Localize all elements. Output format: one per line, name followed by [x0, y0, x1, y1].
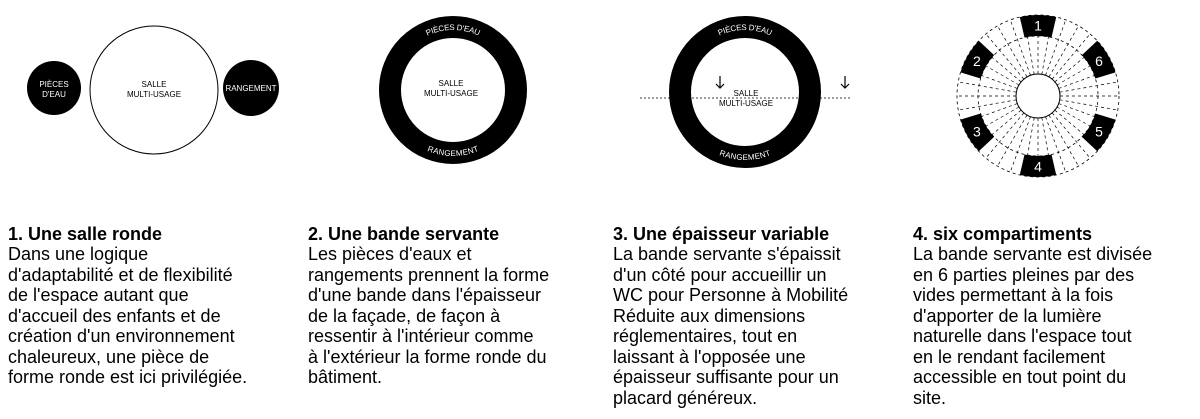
room-label-1: SALLE: [733, 89, 759, 98]
panel-1-text: [8, 224, 308, 388]
panel-1-line: chaleureux, une pièce de: [8, 346, 210, 367]
panel-3-line: Réduite aux dimensions: [613, 305, 806, 326]
panel-3-text: [613, 224, 913, 408]
panel-2-title: 2. Une bande servante: [308, 224, 500, 244]
panel-1-line: d'accueil des enfants et de: [8, 305, 221, 326]
panel-1-line: création d'un environnement: [8, 326, 235, 346]
diagram-1: [27, 26, 279, 154]
radial-dashed-line: [958, 100, 1016, 110]
ring-bottom-label: RANGEMENT: [718, 148, 772, 163]
radial-dashed-line: [958, 82, 1016, 92]
room-label-2: MULTI-USAGE: [718, 99, 774, 108]
panel-2-line: de la façade, de façon à: [308, 305, 501, 326]
panel-1-title: 1. Une salle ronde: [8, 224, 163, 244]
panel-1-line: d'adaptabilité et de flexibilité: [8, 264, 233, 285]
panel-4-line: vides permettant à la fois: [913, 285, 1114, 305]
panel-4-line: d'apporter de la lumière: [913, 305, 1102, 326]
panel-3-title: 3. Une épaisseur variable: [613, 224, 830, 244]
panel-1-line: Dans une logique: [8, 244, 149, 264]
radial-dashed-line: [998, 115, 1028, 166]
radial-dashed-line: [1049, 26, 1079, 77]
panel-2-body: [308, 244, 608, 388]
center-circle: [1016, 74, 1060, 118]
water-rooms-label-2: D'EAU: [42, 90, 66, 99]
panel-2-line: rangements prennent la forme: [308, 264, 550, 285]
radial-dashed-line: [1049, 115, 1079, 166]
panel-2-line: bâtiment.: [308, 367, 383, 387]
room-label-1: SALLE: [438, 79, 464, 88]
storage-label: RANGEMENT: [225, 84, 277, 93]
multi-use-room-label-1: SALLE: [141, 80, 167, 89]
panel-3-line: WC pour Personne à Mobilité: [613, 285, 849, 305]
panel-1-line: de l'espace autant que: [8, 285, 189, 305]
arrow-down-icon: [841, 76, 849, 88]
panel-3-line: réglementaires, tout en: [613, 326, 798, 346]
multi-use-room-label-2: MULTI-USAGE: [126, 90, 182, 99]
panel-3-line: La bande servante s'épaissit: [613, 244, 841, 264]
panel-3-line: placard généreux.: [613, 387, 758, 408]
panel-4-line: naturelle dans l'espace tout: [913, 326, 1132, 346]
panel-1-body: [8, 244, 308, 388]
water-rooms-label-1: PIÈCES: [39, 80, 69, 89]
compartment-number: 1: [1034, 17, 1042, 34]
arrow-down-icon: [716, 76, 724, 88]
room-label-2: MULTI-USAGE: [423, 89, 479, 98]
panel-3-line: d'un côté pour accueillir un: [613, 264, 827, 285]
diagram-2: [390, 23, 516, 158]
panel-1-line: forme ronde est ici privilégiée.: [8, 367, 248, 387]
panel-2-line: Les pièces d'eaux et: [308, 244, 472, 264]
panel-2-line: à l'extérieur la forme ronde du: [308, 346, 547, 367]
diagram-3: [640, 23, 852, 162]
compartment-number: 5: [1095, 123, 1103, 140]
panel-4-body: [913, 244, 1198, 408]
compartment-number: 2: [973, 52, 981, 69]
panel-2-text: [308, 224, 608, 388]
radial-dashed-line: [1060, 82, 1118, 92]
panel-4-text: [913, 224, 1198, 408]
ring-top-label: PIÈCES D'EAU: [424, 22, 482, 38]
panel-4-line: en le rendant facilement: [913, 346, 1106, 367]
ring-bottom-label: RANGEMENT: [426, 144, 480, 159]
panel-2-line: ressentir à l'intérieur comme: [308, 326, 534, 346]
radial-dashed-line: [998, 26, 1028, 77]
compartment-number: 6: [1095, 52, 1103, 69]
panel-3-body: [613, 244, 913, 408]
panel-4-line: La bande servante est divisée: [913, 244, 1153, 264]
compartment-number: 3: [973, 123, 981, 140]
panel-4-line: en 6 parties pleines par des: [913, 264, 1135, 285]
panel-4-line: accessible en tout point du: [913, 367, 1127, 387]
diagram-4: [957, 15, 1119, 177]
ring-top-label: PIÈCES D'EAU: [716, 22, 774, 38]
panel-4-title: 4. six compartiments: [913, 224, 1093, 244]
compartment-number: 4: [1034, 158, 1042, 175]
panel-3-line: laissant à l'opposée une: [613, 346, 806, 367]
panel-4-line: site.: [913, 387, 947, 408]
panel-3-line: épaisseur suffisante pour un: [613, 367, 839, 387]
radial-dashed-line: [1060, 100, 1118, 110]
panel-2-line: d'une bande dans l'épaisseur: [308, 285, 542, 305]
